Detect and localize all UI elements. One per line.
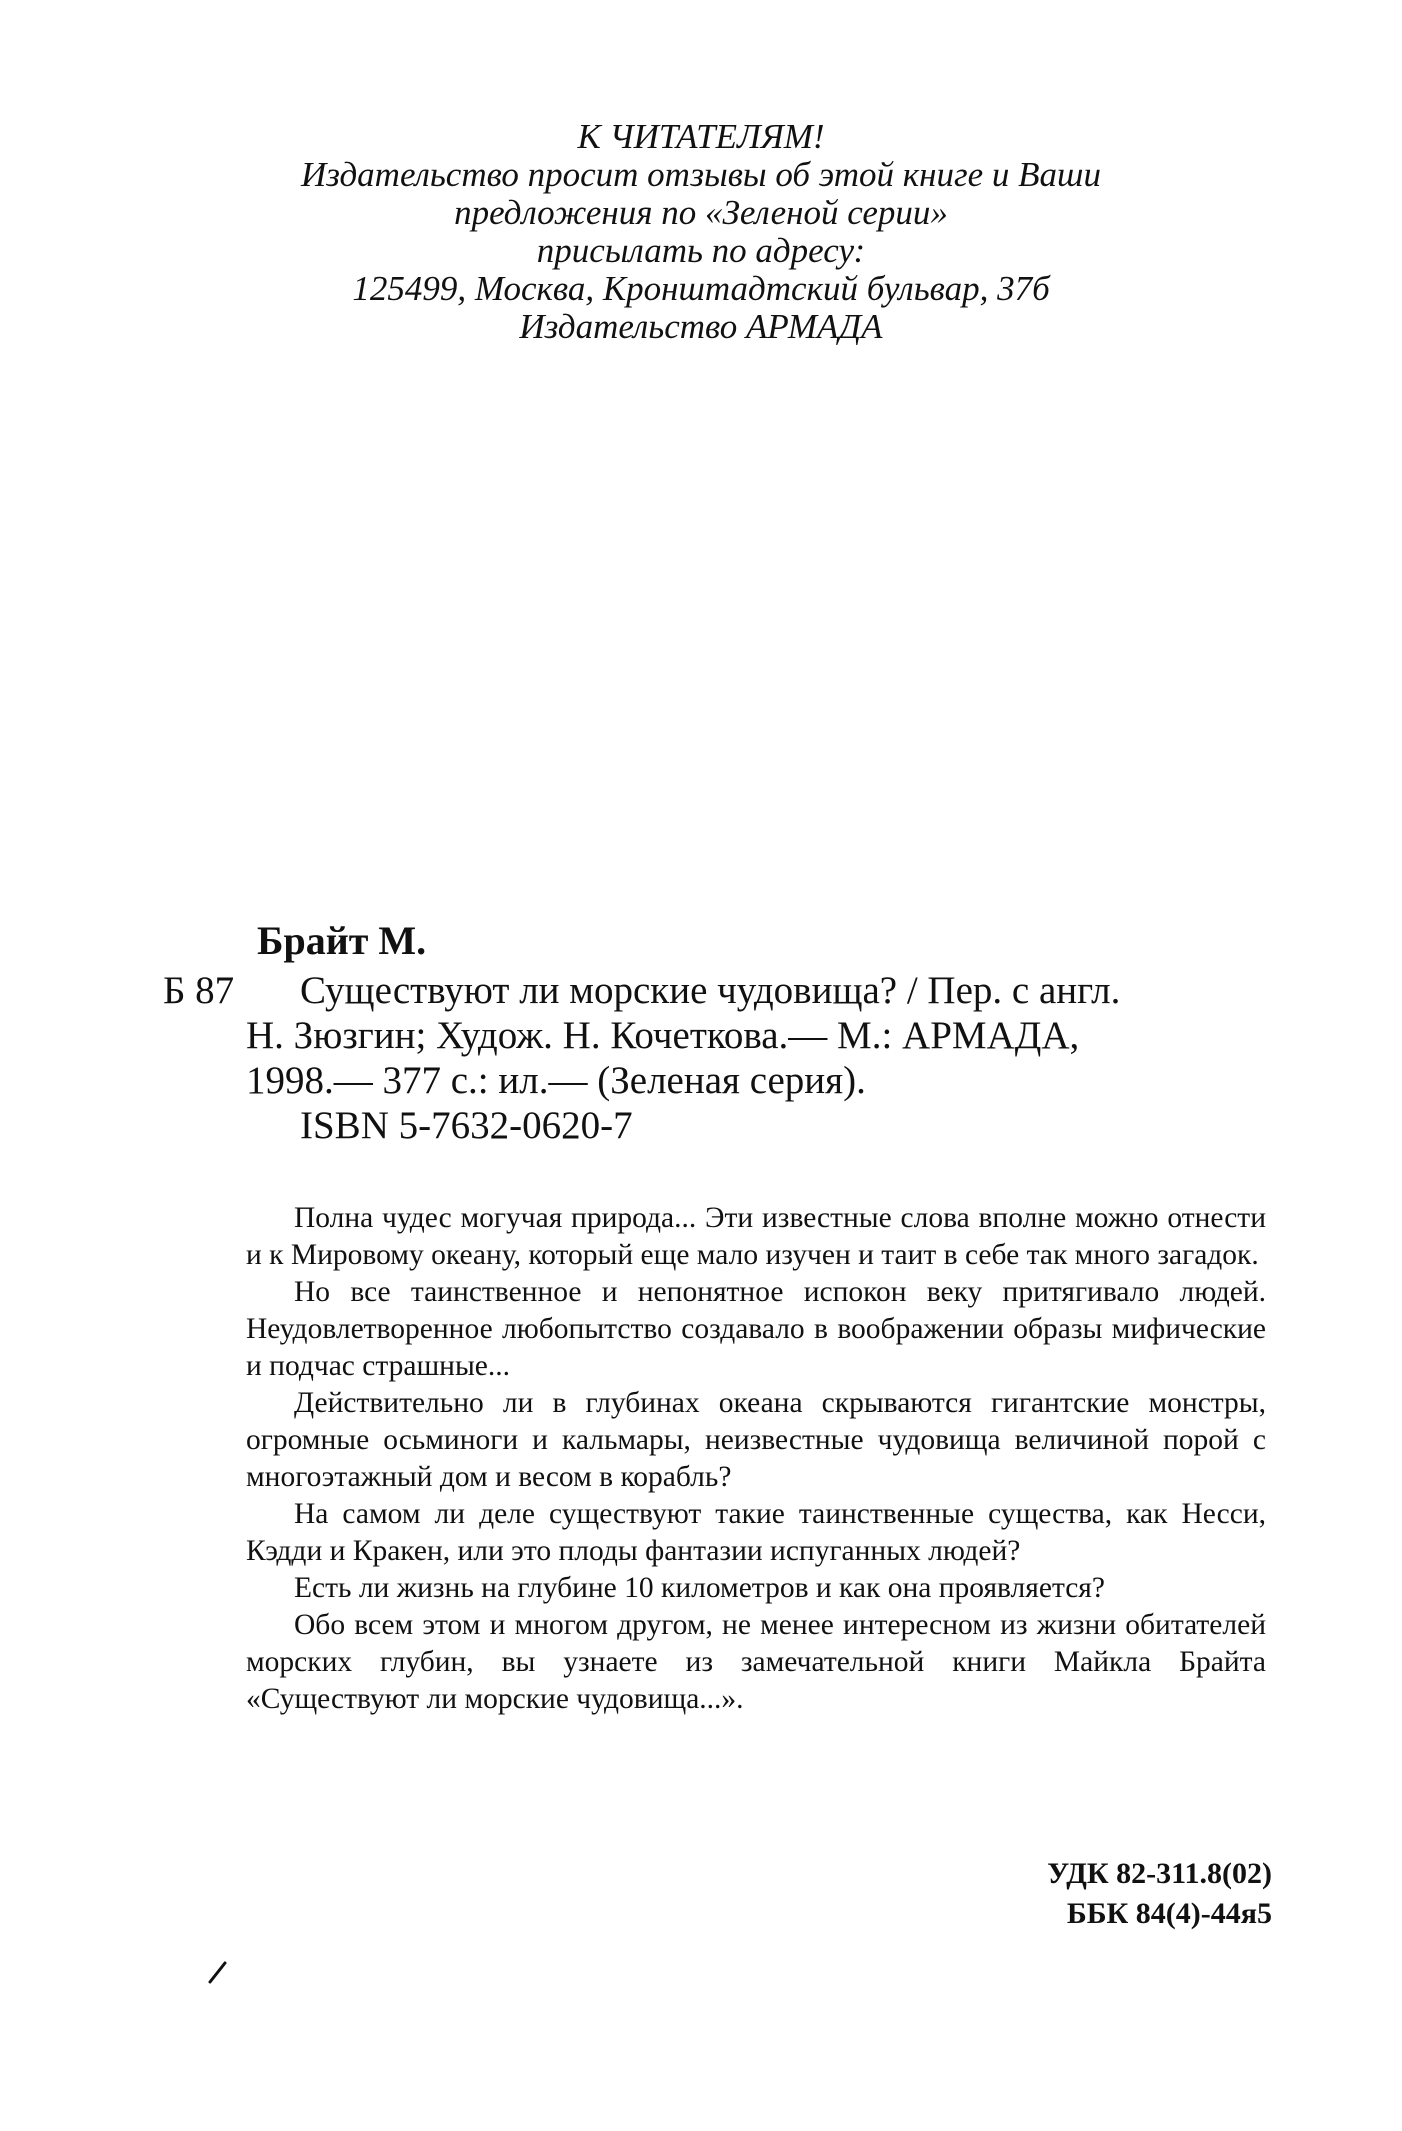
annotation-paragraph: На самом ли деле существуют такие таинственные существа, как Несси, Кэдди и Кракен, или это плоды фантазии испуганных людей? (246, 1498, 1266, 1567)
title-line: Н. Зюзгин; Худож. Н. Кочеткова.— М.: АРМАДА, (246, 1014, 1080, 1057)
bbk-code: ББК 84(4)-44я5 (1066, 1897, 1272, 1930)
udk-code: УДК 82-311.8(02) (1047, 1857, 1272, 1890)
classification-codes (1047, 1854, 1272, 1934)
annotation-paragraph: Есть ли жизнь на глубине 10 километров и как она проявляется? (294, 1572, 1105, 1604)
isbn: ISBN 5-7632-0620-7 (300, 1104, 633, 1147)
author-index: Б 87 (163, 969, 235, 1012)
notice-line: присылать по адресу: (536, 231, 866, 270)
notice-heading: К ЧИТАТЕЛЯМ! (577, 117, 825, 156)
annotation (246, 1200, 1266, 1718)
notice-line: Издательство просит отзывы об этой книге и Ваши (301, 155, 1101, 194)
annotation-paragraph: Полна чудес могучая природа... Эти известные слова вполне можно отнести и к Мировому океану, который еще мало изучен и таит в себе так много загадок. (246, 1202, 1266, 1271)
notice-line: предложения по «Зеленой серии» (454, 193, 948, 232)
title-line: 1998.— 377 с.: ил.— (Зеленая серия). (246, 1059, 866, 1102)
annotation-paragraph: Действительно ли в глубинах океана скрываются гигантские монстры, огромные осьминоги и кальмары, неизвестные чудовища величиной порой с многоэтажный дом и весом в корабль? (246, 1387, 1266, 1493)
title-line: Существуют ли морские чудовища? / Пер. с англ. (300, 969, 1121, 1012)
author-heading: Брайт М. (257, 918, 427, 963)
annotation-paragraph: Но все таинственное и непонятное испокон веку притягивало людей. Неудовлетворенное любопытство создавало в воображении образы мифические и подчас страшные... (246, 1276, 1266, 1382)
notice-address: 125499, Москва, Кронштадтский бульвар, 37б (352, 269, 1050, 308)
notice-publisher: Издательство АРМАДА (519, 307, 883, 346)
annotation-paragraph: Обо всем этом и многом другом, не менее интересном из жизни обитателей морских глубин, вы узнаете из замечательной книги Майкла Брайта «Существуют ли морские чудовища...». (246, 1609, 1266, 1715)
pen-mark-icon (208, 1960, 228, 1984)
